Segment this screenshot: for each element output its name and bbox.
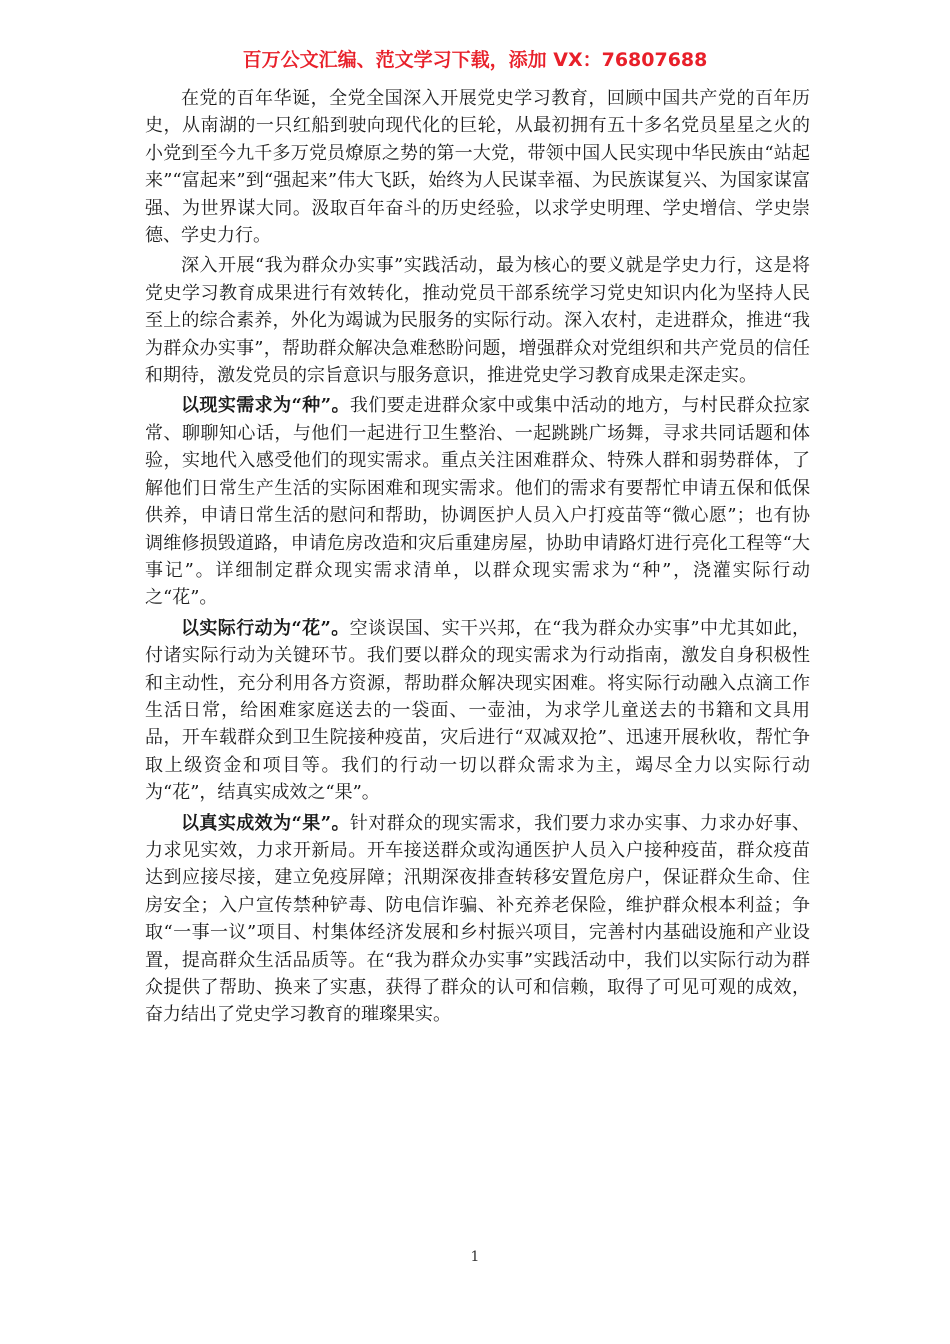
page-number: 1 xyxy=(470,1249,480,1265)
paragraph-text: 空谈误国、实干兴邦，在“我为群众办实事”中尤其如此，付诸实际行动为关键环节。我们要以群众的现实需求为行动指南，激发自身积极性和主动性，充分利用各方资源，帮助群众解决现实困难。将实际行动融入点滴工作生活日常，给困难家庭送去的一袋面、一壶油，为求学儿童送去的书籍和文具用品，开车载群众到卫生院接种疫苗，灾后进行“双减双抢”、迅速开展秋收，帮忙争取上级资金和项目等。我们的行动一切以群众需求为主，竭尽全力以实际行动为“花”，结真实成效之“果”。 xyxy=(145,617,810,804)
paragraph-seed xyxy=(145,392,810,611)
paragraph-text: 深入开展“我为群众办实事”实践活动，最为核心的要义就是学史力行，这是将党史学习教育成果进行有效转化，推动党员干部系统学习党史知识内化为坚持人民至上的综合素养，外化为竭诚为民服务的实际行动。深入农村，走进群众，推进“我为群众办实事”，帮助群众解决急难愁盼问题，增强群众对党组织和共产党员的信任和期待，激发党员的宗旨意识与服务意识，推进党史学习教育成果走深走实。 xyxy=(145,255,810,387)
paragraph-flower xyxy=(145,615,810,807)
paragraph-practice xyxy=(145,252,810,389)
paragraph-text: 我们要走进群众家中或集中活动的地方，与村民群众拉家常、聊聊知心话，与他们一起进行卫生整治、一起跳跳广场舞，寻求共同话题和体验，实地代入感受他们的现实需求。重点关注困难群众、特殊人群和弱势群体，了解他们日常生产生活的实际困难和现实需求。他们的需求有要帮忙申请五保和低保供养，申请日常生活的慰问和帮助，协调医护人员入户打疫苗等“微心愿”；也有协调维修损毁道路，申请危房改造和灾后重建房屋，协助申请路灯进行亮化工程等“大事记”。详细制定群众现实需求清单，以群众现实需求为“种”，浇灌实际行动之“花”。 xyxy=(145,395,811,609)
paragraph-lead: 以实际行动为“花”。 xyxy=(181,617,350,639)
paragraph-fruit xyxy=(145,810,810,1029)
paragraph-lead: 以现实需求为“种”。 xyxy=(181,395,350,417)
document-body xyxy=(145,85,810,1029)
paragraph-lead: 以真实成效为“果”。 xyxy=(181,812,350,834)
paragraph-intro xyxy=(145,85,810,249)
paragraph-text: 针对群众的现实需求，我们要力求办实事、力求办好事、力求见实效，力求开新局。开车接送群众或沟通医护人员入户接种疫苗，群众疫苗达到应接尽接，建立免疫屏障；汛期深夜排查转移安置危房户，保证群众生命、住房安全；入户宣传禁种铲毒、防电信诈骗、补充养老保险，维护群众根本利益；争取“一事一议”项目、村集体经济发展和乡村振兴项目，完善村内基础设施和产业设置，提高群众生活品质等。在“我为群众办实事”实践活动中，我们以实际行动为群众提供了帮助、换来了实惠，获得了群众的认可和信赖，取得了可见可观的成效，奋力结出了党史学习教育的璀璨果实。 xyxy=(145,812,811,1026)
promo-header: 百万公文汇编、范文学习下载，添加 VX：76807688 xyxy=(242,49,708,71)
paragraph-text: 在党的百年华诞，全党全国深入开展党史学习教育，回顾中国共产党的百年历史，从南湖的一只红船到驶向现代化的巨轮，从最初拥有五十多名党员星星之火的小党到至今九千多万党员燎原之势的第一大党，带领中国人民实现中华民族由“站起来”“富起来”到“强起来”伟大飞跃，始终为人民谋幸福、为民族谋复兴、为国家谋富强、为世界谋大同。汲取百年奋斗的历史经验，以求学史明理、学史增信、学史崇德、学史力行。 xyxy=(145,88,810,247)
